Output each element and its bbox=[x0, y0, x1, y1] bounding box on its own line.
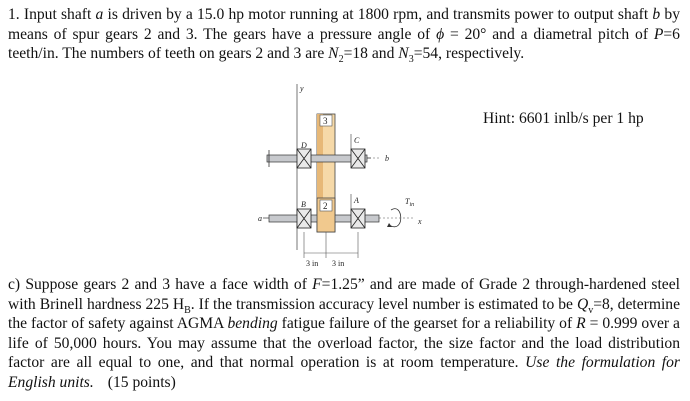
partc-text-2: =1.25” and are made of Grade 2 through-hardened steel with Brinell hardness 225 H bbox=[8, 276, 680, 313]
problem-number: 1. bbox=[8, 6, 20, 23]
label-gear-2: 2 bbox=[323, 201, 328, 211]
bending-emphasis: bending bbox=[227, 315, 278, 332]
partc-text-5: fatigue failure of the gearset for a reliability of bbox=[281, 315, 573, 332]
label-D: D bbox=[301, 141, 307, 150]
partc-text-4: =8, determine the factor of safety against AGMA bbox=[8, 295, 681, 332]
var-a: a bbox=[95, 6, 104, 23]
gear-train-diagram bbox=[255, 82, 455, 272]
sub-v: v bbox=[588, 304, 594, 316]
sub-3: 3 bbox=[408, 54, 414, 66]
label-x: x bbox=[418, 217, 422, 226]
problem-statement bbox=[8, 5, 680, 64]
label-a: a bbox=[258, 214, 262, 223]
sub-2: 2 bbox=[338, 54, 344, 66]
problem-text-5: =6 teeth/in. The numbers of teeth on gears 2 and 3 are bbox=[8, 25, 680, 62]
label-Tin: $T_{in}$ bbox=[405, 197, 415, 208]
label-B: B bbox=[301, 200, 306, 209]
var-Q: Q bbox=[576, 295, 589, 313]
var-b: b bbox=[652, 6, 661, 23]
label-b: b bbox=[385, 154, 389, 163]
sub-B: B bbox=[184, 304, 191, 316]
dim-label-1: 3 in bbox=[306, 259, 319, 268]
var-P: P bbox=[653, 25, 664, 43]
label-A: A bbox=[354, 196, 359, 205]
hint-text: Hint: 6601 inlb/s per 1 hp bbox=[483, 110, 644, 127]
var-F: F bbox=[312, 276, 322, 293]
problem-text-1: Input shaft bbox=[23, 6, 92, 23]
label-y: y bbox=[300, 84, 304, 93]
problem-text-4: = 20° and a diametral pitch of bbox=[449, 25, 649, 43]
points-label: (15 points) bbox=[107, 373, 176, 391]
part-c-statement bbox=[8, 275, 680, 392]
partc-text-1: c) Suppose gears 2 and 3 have a face width of bbox=[8, 276, 307, 293]
problem-text-3: by means of spur gears 2 and 3. The gears have a pressure angle of bbox=[8, 6, 680, 43]
partc-text-3: . If the transmission accuracy level number is estimated to be bbox=[190, 295, 573, 313]
problem-text-7: =54, respectively. bbox=[413, 45, 525, 62]
var-N3: N bbox=[398, 45, 409, 62]
var-R: R bbox=[576, 315, 586, 332]
dim-label-2: 3 in bbox=[332, 259, 345, 268]
label-C: C bbox=[354, 136, 360, 145]
english-units-note: Use the formulation for English units. bbox=[8, 354, 681, 391]
label-gear-3: 3 bbox=[323, 116, 328, 126]
partc-text-6: = 0.999 over a life of 50,000 hours. You may assume that the overload factor, the size factor and the load distribution factor are all equal to one, and that normal operation is at room temperature. bbox=[8, 315, 680, 371]
var-N2: N bbox=[328, 45, 339, 62]
torque-arrowhead bbox=[387, 223, 392, 227]
var-phi: ϕ bbox=[436, 25, 445, 43]
problem-text-6: =18 and bbox=[343, 45, 395, 62]
problem-text-2: is driven by a 15.0 hp motor running at 1800 rpm, and transmits power to output shaft bbox=[107, 6, 649, 23]
